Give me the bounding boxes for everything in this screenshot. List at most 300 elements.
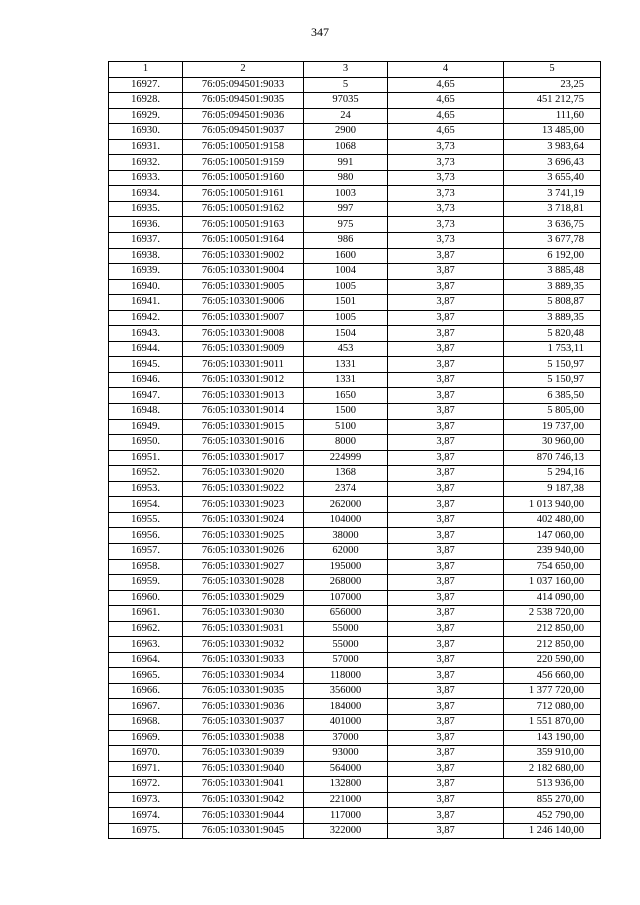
cost-cell: 23,25 [504, 77, 601, 93]
cadastral-number-cell: 76:05:103301:9039 [183, 746, 304, 762]
row-number-cell: 16942. [109, 310, 183, 326]
row-number-cell: 16969. [109, 730, 183, 746]
row-number-cell: 16950. [109, 435, 183, 451]
rate-cell: 3,87 [388, 683, 504, 699]
area-cell: 221000 [304, 792, 388, 808]
row-number-cell: 16965. [109, 668, 183, 684]
cost-cell: 359 910,00 [504, 746, 601, 762]
area-cell: 2374 [304, 481, 388, 497]
cost-cell: 2 182 680,00 [504, 761, 601, 777]
cadastral-number-cell: 76:05:103301:9037 [183, 714, 304, 730]
area-cell: 975 [304, 217, 388, 233]
area-cell: 62000 [304, 543, 388, 559]
table-row [109, 699, 601, 715]
row-number-cell: 16972. [109, 777, 183, 793]
rate-cell: 3,87 [388, 699, 504, 715]
row-number-cell: 16927. [109, 77, 183, 93]
area-cell: 656000 [304, 606, 388, 622]
rate-cell: 3,87 [388, 435, 504, 451]
cadastral-number-cell: 76:05:103301:9008 [183, 326, 304, 342]
area-cell: 5 [304, 77, 388, 93]
cadastral-number-cell: 76:05:103301:9016 [183, 435, 304, 451]
row-number-cell: 16966. [109, 683, 183, 699]
area-cell: 1504 [304, 326, 388, 342]
cadastral-number-cell: 76:05:094501:9035 [183, 93, 304, 109]
rate-cell: 3,73 [388, 201, 504, 217]
table-row [109, 93, 601, 109]
table-row [109, 295, 601, 311]
cost-cell: 402 480,00 [504, 512, 601, 528]
rate-cell: 3,87 [388, 621, 504, 637]
table-row [109, 435, 601, 451]
table-row [109, 823, 601, 839]
table-row [109, 652, 601, 668]
row-number-cell: 16943. [109, 326, 183, 342]
row-number-cell: 16941. [109, 295, 183, 311]
cost-cell: 143 190,00 [504, 730, 601, 746]
cost-cell: 3 636,75 [504, 217, 601, 233]
area-cell: 184000 [304, 699, 388, 715]
rate-cell: 3,87 [388, 637, 504, 653]
area-cell: 5100 [304, 419, 388, 435]
table-row [109, 310, 601, 326]
table-row [109, 264, 601, 280]
row-number-cell: 16944. [109, 341, 183, 357]
rate-cell: 3,73 [388, 217, 504, 233]
cadastral-number-cell: 76:05:103301:9026 [183, 543, 304, 559]
cadastral-number-cell: 76:05:103301:9041 [183, 777, 304, 793]
cost-cell: 5 150,97 [504, 372, 601, 388]
rate-cell: 3,87 [388, 497, 504, 513]
rate-cell: 3,87 [388, 792, 504, 808]
row-number-cell: 16945. [109, 357, 183, 373]
cost-cell: 9 187,38 [504, 481, 601, 497]
area-cell: 117000 [304, 808, 388, 824]
cost-cell: 5 808,87 [504, 295, 601, 311]
table-row [109, 512, 601, 528]
column-header-2: 2 [183, 62, 304, 78]
cost-cell: 754 650,00 [504, 559, 601, 575]
row-number-cell: 16959. [109, 575, 183, 591]
table-header-row [109, 62, 601, 78]
row-number-cell: 16946. [109, 372, 183, 388]
rate-cell: 3,87 [388, 341, 504, 357]
rate-cell: 3,87 [388, 668, 504, 684]
cost-cell: 452 790,00 [504, 808, 601, 824]
cost-cell: 1 013 940,00 [504, 497, 601, 513]
area-cell: 38000 [304, 528, 388, 544]
table-row [109, 575, 601, 591]
table-row [109, 186, 601, 202]
table-row [109, 372, 601, 388]
cadastral-number-cell: 76:05:103301:9032 [183, 637, 304, 653]
cadastral-number-cell: 76:05:103301:9045 [183, 823, 304, 839]
table-row [109, 341, 601, 357]
cost-cell: 414 090,00 [504, 590, 601, 606]
cadastral-number-cell: 76:05:103301:9013 [183, 388, 304, 404]
rate-cell: 3,87 [388, 528, 504, 544]
table-row [109, 730, 601, 746]
column-header-4: 4 [388, 62, 504, 78]
row-number-cell: 16971. [109, 761, 183, 777]
row-number-cell: 16930. [109, 124, 183, 140]
cadastral-number-cell: 76:05:103301:9025 [183, 528, 304, 544]
rate-cell: 3,87 [388, 450, 504, 466]
cadastral-number-cell: 76:05:094501:9037 [183, 124, 304, 140]
area-cell: 97035 [304, 93, 388, 109]
rate-cell: 3,87 [388, 559, 504, 575]
cadastral-number-cell: 76:05:103301:9011 [183, 357, 304, 373]
cost-cell: 239 940,00 [504, 543, 601, 559]
row-number-cell: 16939. [109, 264, 183, 280]
area-cell: 1650 [304, 388, 388, 404]
table-row [109, 528, 601, 544]
table-row [109, 217, 601, 233]
cadastral-number-cell: 76:05:103301:9033 [183, 652, 304, 668]
rate-cell: 3,87 [388, 419, 504, 435]
row-number-cell: 16932. [109, 155, 183, 171]
row-number-cell: 16938. [109, 248, 183, 264]
area-cell: 262000 [304, 497, 388, 513]
cost-cell: 6 192,00 [504, 248, 601, 264]
cost-cell: 3 889,35 [504, 279, 601, 295]
table-row [109, 357, 601, 373]
row-number-cell: 16947. [109, 388, 183, 404]
cost-cell: 451 212,75 [504, 93, 601, 109]
cost-cell: 456 660,00 [504, 668, 601, 684]
table-row [109, 419, 601, 435]
table-row [109, 201, 601, 217]
cost-cell: 2 538 720,00 [504, 606, 601, 622]
rate-cell: 3,73 [388, 233, 504, 249]
area-cell: 224999 [304, 450, 388, 466]
area-cell: 1005 [304, 310, 388, 326]
rate-cell: 3,87 [388, 388, 504, 404]
row-number-cell: 16968. [109, 714, 183, 730]
area-cell: 118000 [304, 668, 388, 684]
row-number-cell: 16957. [109, 543, 183, 559]
rate-cell: 3,87 [388, 279, 504, 295]
rate-cell: 3,87 [388, 730, 504, 746]
cadastral-number-cell: 76:05:103301:9038 [183, 730, 304, 746]
area-cell: 986 [304, 233, 388, 249]
table-row [109, 746, 601, 762]
cadastral-number-cell: 76:05:103301:9028 [183, 575, 304, 591]
cadastral-number-cell: 76:05:094501:9033 [183, 77, 304, 93]
area-cell: 1068 [304, 139, 388, 155]
area-cell: 104000 [304, 512, 388, 528]
rate-cell: 3,87 [388, 746, 504, 762]
table-row [109, 714, 601, 730]
cost-cell: 712 080,00 [504, 699, 601, 715]
rate-cell: 3,87 [388, 404, 504, 420]
row-number-cell: 16956. [109, 528, 183, 544]
rate-cell: 3,87 [388, 372, 504, 388]
row-number-cell: 16953. [109, 481, 183, 497]
table-row [109, 621, 601, 637]
cost-cell: 1 753,11 [504, 341, 601, 357]
rate-cell: 4,65 [388, 93, 504, 109]
cost-cell: 1 377 720,00 [504, 683, 601, 699]
column-header-3: 3 [304, 62, 388, 78]
row-number-cell: 16948. [109, 404, 183, 420]
cost-cell: 3 983,64 [504, 139, 601, 155]
area-cell: 24 [304, 108, 388, 124]
rate-cell: 4,65 [388, 77, 504, 93]
row-number-cell: 16931. [109, 139, 183, 155]
rate-cell: 3,87 [388, 248, 504, 264]
cost-cell: 6 385,50 [504, 388, 601, 404]
table-row [109, 404, 601, 420]
area-cell: 980 [304, 170, 388, 186]
cost-cell: 1 551 870,00 [504, 714, 601, 730]
cost-cell: 3 677,78 [504, 233, 601, 249]
cadastral-number-cell: 76:05:103301:9006 [183, 295, 304, 311]
cadastral-number-cell: 76:05:103301:9002 [183, 248, 304, 264]
area-cell: 1368 [304, 466, 388, 482]
cost-cell: 1 037 160,00 [504, 575, 601, 591]
cost-cell: 513 936,00 [504, 777, 601, 793]
rate-cell: 3,87 [388, 808, 504, 824]
area-cell: 1501 [304, 295, 388, 311]
rate-cell: 3,87 [388, 264, 504, 280]
table-row [109, 808, 601, 824]
cost-cell: 3 741,19 [504, 186, 601, 202]
rate-cell: 3,73 [388, 155, 504, 171]
row-number-cell: 16929. [109, 108, 183, 124]
cost-cell: 111,60 [504, 108, 601, 124]
table-row [109, 481, 601, 497]
table-row [109, 792, 601, 808]
cadastral-number-cell: 76:05:103301:9023 [183, 497, 304, 513]
table-row [109, 124, 601, 140]
cadastral-number-cell: 76:05:100501:9159 [183, 155, 304, 171]
cost-cell: 147 060,00 [504, 528, 601, 544]
table-row [109, 326, 601, 342]
cadastral-number-cell: 76:05:103301:9004 [183, 264, 304, 280]
cadastral-number-cell: 76:05:103301:9015 [183, 419, 304, 435]
row-number-cell: 16949. [109, 419, 183, 435]
cost-cell: 855 270,00 [504, 792, 601, 808]
cadastral-number-cell: 76:05:103301:9044 [183, 808, 304, 824]
cost-cell: 30 960,00 [504, 435, 601, 451]
cost-cell: 870 746,13 [504, 450, 601, 466]
rate-cell: 3,87 [388, 823, 504, 839]
row-number-cell: 16964. [109, 652, 183, 668]
cost-cell: 212 850,00 [504, 637, 601, 653]
row-number-cell: 16960. [109, 590, 183, 606]
table-row [109, 139, 601, 155]
area-cell: 1331 [304, 357, 388, 373]
cost-cell: 3 718,81 [504, 201, 601, 217]
cost-cell: 3 696,43 [504, 155, 601, 171]
row-number-cell: 16974. [109, 808, 183, 824]
table-row [109, 466, 601, 482]
row-number-cell: 16934. [109, 186, 183, 202]
cadastral-number-cell: 76:05:103301:9027 [183, 559, 304, 575]
cadastral-number-cell: 76:05:100501:9158 [183, 139, 304, 155]
rate-cell: 3,87 [388, 295, 504, 311]
cadastral-number-cell: 76:05:103301:9017 [183, 450, 304, 466]
cadastral-number-cell: 76:05:103301:9040 [183, 761, 304, 777]
rate-cell: 3,87 [388, 543, 504, 559]
cadastral-number-cell: 76:05:103301:9022 [183, 481, 304, 497]
rate-cell: 3,87 [388, 652, 504, 668]
row-number-cell: 16962. [109, 621, 183, 637]
cadastral-number-cell: 76:05:094501:9036 [183, 108, 304, 124]
table-row [109, 108, 601, 124]
row-number-cell: 16975. [109, 823, 183, 839]
area-cell: 37000 [304, 730, 388, 746]
table-row [109, 559, 601, 575]
cost-cell: 5 805,00 [504, 404, 601, 420]
rate-cell: 3,87 [388, 777, 504, 793]
rate-cell: 4,65 [388, 108, 504, 124]
area-cell: 57000 [304, 652, 388, 668]
rate-cell: 3,73 [388, 139, 504, 155]
cost-cell: 5 150,97 [504, 357, 601, 373]
area-cell: 195000 [304, 559, 388, 575]
table-row [109, 777, 601, 793]
area-cell: 1600 [304, 248, 388, 264]
cadastral-table [108, 61, 601, 839]
table-row [109, 279, 601, 295]
cost-cell: 19 737,00 [504, 419, 601, 435]
cadastral-number-cell: 76:05:103301:9014 [183, 404, 304, 420]
cadastral-number-cell: 76:05:103301:9012 [183, 372, 304, 388]
table-row [109, 170, 601, 186]
table-row [109, 761, 601, 777]
cadastral-number-cell: 76:05:100501:9162 [183, 201, 304, 217]
area-cell: 107000 [304, 590, 388, 606]
row-number-cell: 16951. [109, 450, 183, 466]
area-cell: 8000 [304, 435, 388, 451]
row-number-cell: 16955. [109, 512, 183, 528]
area-cell: 268000 [304, 575, 388, 591]
row-number-cell: 16973. [109, 792, 183, 808]
cadastral-number-cell: 76:05:103301:9007 [183, 310, 304, 326]
rate-cell: 3,87 [388, 575, 504, 591]
area-cell: 322000 [304, 823, 388, 839]
row-number-cell: 16961. [109, 606, 183, 622]
area-cell: 564000 [304, 761, 388, 777]
table-row [109, 155, 601, 171]
table-row [109, 606, 601, 622]
area-cell: 991 [304, 155, 388, 171]
rate-cell: 3,87 [388, 512, 504, 528]
rate-cell: 3,87 [388, 761, 504, 777]
row-number-cell: 16963. [109, 637, 183, 653]
column-header-5: 5 [504, 62, 601, 78]
cost-cell: 13 485,00 [504, 124, 601, 140]
table-row [109, 683, 601, 699]
row-number-cell: 16967. [109, 699, 183, 715]
cost-cell: 5 294,16 [504, 466, 601, 482]
row-number-cell: 16937. [109, 233, 183, 249]
rate-cell: 3,87 [388, 357, 504, 373]
cadastral-number-cell: 76:05:103301:9035 [183, 683, 304, 699]
rate-cell: 3,87 [388, 481, 504, 497]
area-cell: 1003 [304, 186, 388, 202]
area-cell: 2900 [304, 124, 388, 140]
rate-cell: 3,87 [388, 606, 504, 622]
cadastral-number-cell: 76:05:103301:9036 [183, 699, 304, 715]
row-number-cell: 16933. [109, 170, 183, 186]
area-cell: 1004 [304, 264, 388, 280]
cadastral-number-cell: 76:05:103301:9030 [183, 606, 304, 622]
cost-cell: 1 246 140,00 [504, 823, 601, 839]
table-row [109, 637, 601, 653]
table-row [109, 543, 601, 559]
cost-cell: 3 655,40 [504, 170, 601, 186]
page-number: 347 [311, 25, 329, 39]
cadastral-number-cell: 76:05:103301:9031 [183, 621, 304, 637]
cadastral-number-cell: 76:05:103301:9005 [183, 279, 304, 295]
area-cell: 93000 [304, 746, 388, 762]
area-cell: 453 [304, 341, 388, 357]
area-cell: 997 [304, 201, 388, 217]
area-cell: 1500 [304, 404, 388, 420]
table-row [109, 388, 601, 404]
cadastral-number-cell: 76:05:103301:9024 [183, 512, 304, 528]
cost-cell: 5 820,48 [504, 326, 601, 342]
table-row [109, 497, 601, 513]
area-cell: 401000 [304, 714, 388, 730]
table-row [109, 668, 601, 684]
area-cell: 55000 [304, 637, 388, 653]
cost-cell: 212 850,00 [504, 621, 601, 637]
rate-cell: 3,87 [388, 310, 504, 326]
cost-cell: 220 590,00 [504, 652, 601, 668]
row-number-cell: 16936. [109, 217, 183, 233]
cadastral-number-cell: 76:05:103301:9034 [183, 668, 304, 684]
table-row [109, 590, 601, 606]
cadastral-number-cell: 76:05:100501:9164 [183, 233, 304, 249]
rate-cell: 3,73 [388, 170, 504, 186]
table-row [109, 77, 601, 93]
row-number-cell: 16958. [109, 559, 183, 575]
cadastral-number-cell: 76:05:103301:9042 [183, 792, 304, 808]
row-number-cell: 16952. [109, 466, 183, 482]
area-cell: 1005 [304, 279, 388, 295]
row-number-cell: 16928. [109, 93, 183, 109]
row-number-cell: 16940. [109, 279, 183, 295]
area-cell: 55000 [304, 621, 388, 637]
rate-cell: 3,87 [388, 326, 504, 342]
cadastral-number-cell: 76:05:100501:9163 [183, 217, 304, 233]
cadastral-number-cell: 76:05:100501:9160 [183, 170, 304, 186]
rate-cell: 3,87 [388, 714, 504, 730]
rate-cell: 3,87 [388, 466, 504, 482]
table-row [109, 233, 601, 249]
rate-cell: 3,73 [388, 186, 504, 202]
area-cell: 1331 [304, 372, 388, 388]
table-row [109, 450, 601, 466]
rate-cell: 3,87 [388, 590, 504, 606]
area-cell: 132800 [304, 777, 388, 793]
cadastral-number-cell: 76:05:103301:9020 [183, 466, 304, 482]
cost-cell: 3 885,48 [504, 264, 601, 280]
area-cell: 356000 [304, 683, 388, 699]
cadastral-number-cell: 76:05:103301:9009 [183, 341, 304, 357]
row-number-cell: 16970. [109, 746, 183, 762]
cost-cell: 3 889,35 [504, 310, 601, 326]
rate-cell: 4,65 [388, 124, 504, 140]
row-number-cell: 16954. [109, 497, 183, 513]
cadastral-number-cell: 76:05:103301:9029 [183, 590, 304, 606]
column-header-1: 1 [109, 62, 183, 78]
table-row [109, 248, 601, 264]
